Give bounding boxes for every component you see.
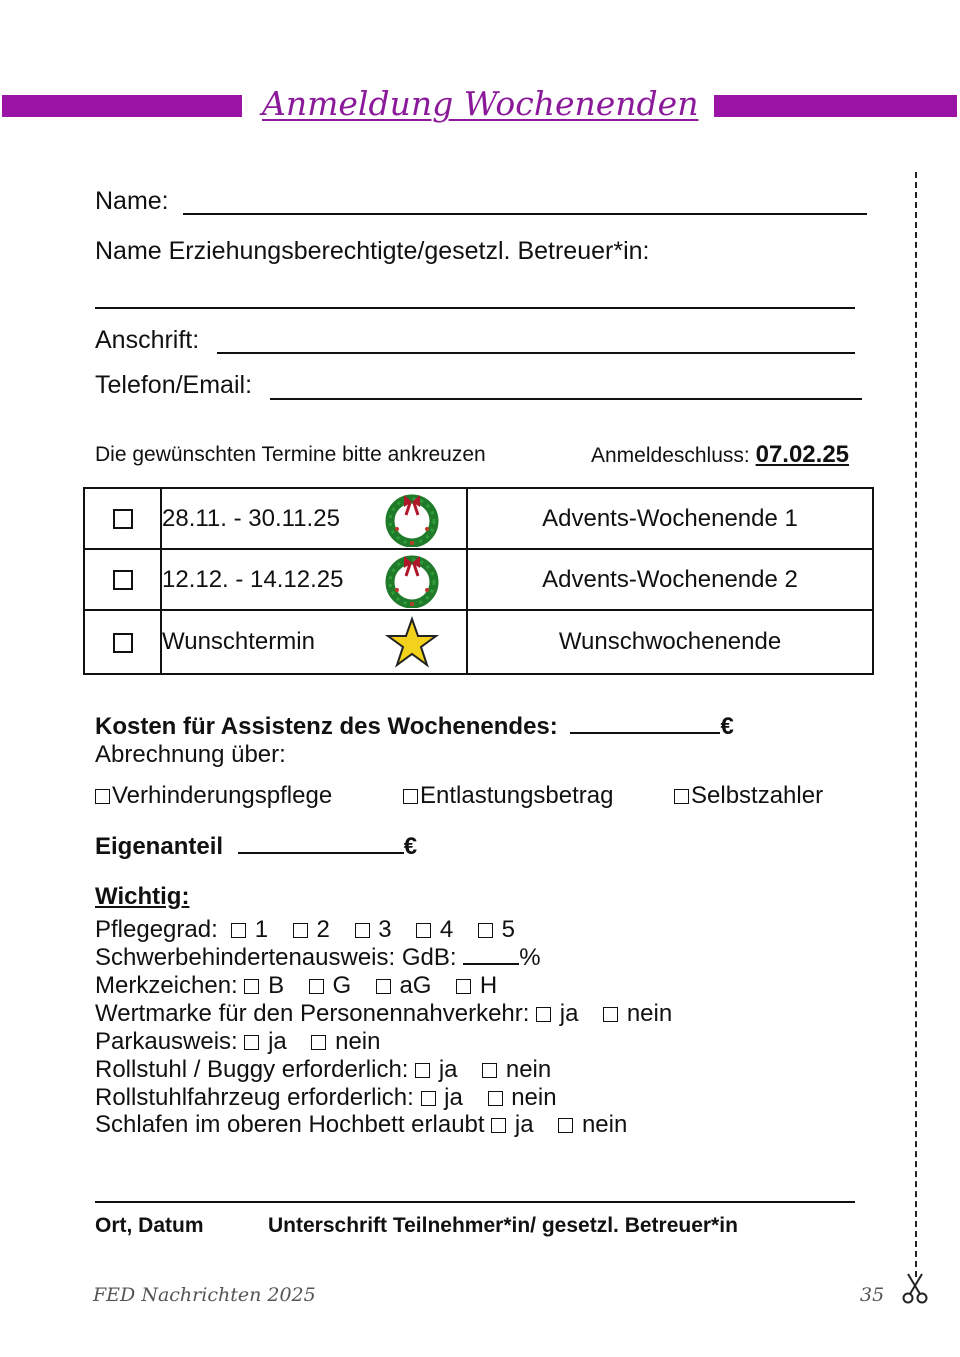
costs-label: Kosten für Assistenz des Wochenendes:: [95, 713, 558, 740]
page-title: Anmeldung Wochenenden: [262, 84, 699, 123]
checkbox[interactable]: [309, 979, 324, 994]
disability-row: Schwerbehindertenausweis: GdB: %: [95, 944, 541, 971]
checkbox[interactable]: [376, 979, 391, 994]
checkbox[interactable]: [293, 923, 308, 938]
date-text: Wunschtermin: [162, 628, 315, 655]
checkbox[interactable]: [403, 789, 418, 804]
table-row: [84, 488, 873, 549]
footer-publication: FED Nachrichten 2025: [93, 1284, 316, 1306]
deadline: [591, 441, 849, 469]
weekend-name: Advents-Wochenende 2: [467, 549, 873, 610]
address-label: Anschrift:: [95, 326, 200, 354]
dates-instruction: Die gewünschten Termine bitte ankreuzen: [95, 443, 486, 466]
signature-label: Unterschrift Teilnehmer*in/ gesetzl. Betreuer*in: [268, 1214, 738, 1237]
own-share-label: Eigenanteil: [95, 833, 224, 860]
date-checkbox-3[interactable]: [84, 610, 161, 674]
deadline-label: Anmeldeschluss:: [591, 444, 750, 467]
billing-option-1[interactable]: Verhinderungspflege: [95, 782, 332, 810]
checkbox[interactable]: [674, 789, 689, 804]
weekend-name: Wunschwochenende: [467, 610, 873, 674]
date-text: 12.12. - 14.12.25: [162, 565, 344, 593]
table-row: [84, 549, 873, 610]
marks-row: Merkzeichen: B G aG H: [95, 972, 498, 999]
care-level-row: Pflegegrad: 1 2 3 4 5: [95, 916, 515, 943]
checkbox[interactable]: [558, 1118, 573, 1133]
checkbox[interactable]: [603, 1007, 618, 1022]
scissors-icon: [902, 1272, 928, 1304]
currency: €: [403, 833, 418, 860]
billing-option-3[interactable]: Selbstzahler: [674, 782, 823, 810]
checkbox[interactable]: [536, 1007, 551, 1022]
contact-label: Telefon/Email:: [95, 371, 253, 399]
table-row: [84, 610, 873, 674]
cut-line: [915, 172, 917, 1277]
dates-table: [83, 487, 874, 675]
question-row: Schlafen im oberen Hochbett erlaubt ja nein: [95, 1111, 628, 1138]
checkbox[interactable]: [244, 979, 259, 994]
checkbox[interactable]: [416, 923, 431, 938]
checkbox[interactable]: [488, 1091, 503, 1106]
checkbox[interactable]: [415, 1063, 430, 1078]
weekend-name: Advents-Wochenende 1: [467, 488, 873, 549]
address-field[interactable]: [217, 352, 855, 354]
own-share-field[interactable]: [238, 834, 404, 854]
currency: €: [720, 713, 734, 740]
date-text: 28.11. - 30.11.25: [162, 504, 340, 532]
question-row: Parkausweis: ja nein: [95, 1028, 381, 1055]
important-title: Wichtig:: [95, 883, 190, 910]
wreath-icon: [384, 552, 440, 608]
checkbox[interactable]: [311, 1035, 326, 1050]
signature-field[interactable]: [95, 1201, 855, 1203]
checkbox[interactable]: [478, 923, 493, 938]
date-checkbox-2[interactable]: [84, 549, 161, 610]
costs-field[interactable]: [570, 714, 720, 734]
date-checkbox-1[interactable]: [84, 488, 161, 549]
checkbox[interactable]: [355, 923, 370, 938]
own-share-row: [95, 833, 417, 861]
page-number: 35: [860, 1284, 885, 1306]
question-row: Rollstuhlfahrzeug erforderlich: ja nein: [95, 1084, 557, 1111]
checkbox[interactable]: [482, 1063, 497, 1078]
billing-label: Abrechnung über:: [95, 741, 286, 768]
checkbox[interactable]: [491, 1118, 506, 1133]
name-label: Name:: [95, 187, 169, 215]
place-date-label: Ort, Datum: [95, 1214, 204, 1237]
wreath-icon: [384, 491, 440, 547]
header-bar-left: [2, 95, 242, 117]
contact-field[interactable]: [270, 398, 862, 400]
checkbox[interactable]: [244, 1035, 259, 1050]
question-row: Wertmarke für den Personennahverkehr: ja nein: [95, 1000, 673, 1027]
gdb-field[interactable]: [463, 947, 519, 965]
guardian-label: Name Erziehungsberechtigte/gesetzl. Betreuer*in:: [95, 237, 650, 265]
star-icon: [384, 615, 440, 671]
checkbox[interactable]: [231, 923, 246, 938]
question-row: Rollstuhl / Buggy erforderlich: ja nein: [95, 1056, 552, 1083]
checkbox[interactable]: [421, 1091, 436, 1106]
checkbox[interactable]: [95, 789, 110, 804]
costs-row: [95, 713, 734, 741]
checkbox[interactable]: [456, 979, 471, 994]
billing-option-2[interactable]: Entlastungsbetrag: [403, 782, 613, 810]
deadline-value: 07.02.25: [755, 441, 850, 468]
name-field[interactable]: [183, 213, 867, 215]
header-bar-right: [714, 95, 957, 117]
guardian-field[interactable]: [95, 307, 855, 309]
